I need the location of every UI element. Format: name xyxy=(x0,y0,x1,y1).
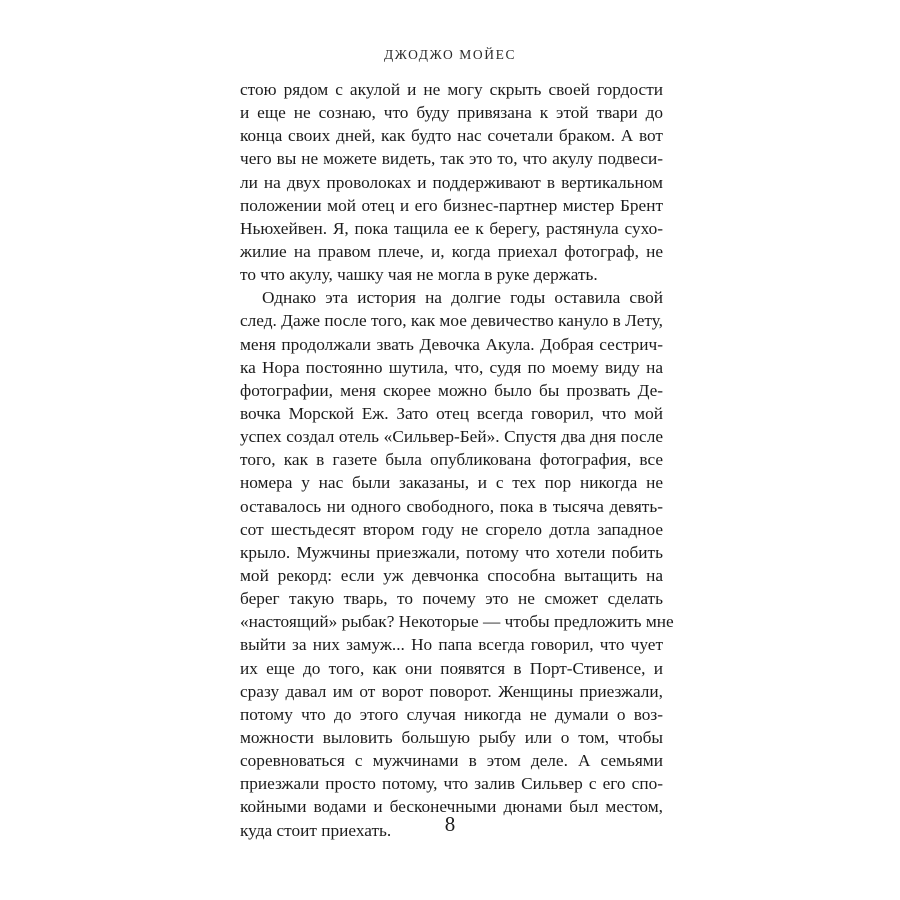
text-line: того, как в газете была опубликована фотография, все xyxy=(240,450,663,470)
text-line: фотографии, меня скорее можно было бы прозвать Де- xyxy=(240,380,663,400)
text-line: жилие на правом плече, и, когда приехал фотограф, не xyxy=(240,241,663,261)
running-head: ДЖОДЖО МОЙЕС xyxy=(383,47,517,62)
text-line: куда стоит приехать. xyxy=(240,820,392,840)
paragraph-2 xyxy=(240,286,674,841)
text-line: и еще не сознаю, что буду привязана к этой твари до xyxy=(240,103,663,123)
text-line: чего вы не можете видеть, так это то, что акулу подвеси- xyxy=(240,149,663,169)
body-text xyxy=(240,78,674,842)
text-line: койными водами и бесконечными дюнами был местом, xyxy=(240,797,663,817)
text-line: ли на двух проволоках и поддерживают в вертикальном xyxy=(240,172,663,192)
text-line: Однако эта история на долгие годы оставила свой xyxy=(262,288,663,308)
text-line: их еще до того, как они появятся в Порт-Стивенсе, и xyxy=(240,658,663,678)
text-line: выйти за них замуж... Но папа всегда говорил, что чует xyxy=(240,635,663,655)
text-line: вочка Морской Еж. Зато отец всегда говорил, что мой xyxy=(240,403,663,423)
text-line: то что акулу, чашку чая не могла в руке держать. xyxy=(240,265,598,285)
text-line: Ньюхейвен. Я, пока тащила ее к берегу, растянула сухо- xyxy=(240,218,663,238)
text-line: соревноваться с мужчинами в этом деле. А семьями xyxy=(240,751,663,771)
text-line: положении мой отец и его бизнес-партнер мистер Брент xyxy=(240,195,663,215)
text-line: стою рядом с акулой и не могу скрыть своей гордости xyxy=(240,80,663,99)
text-line: меня продолжали звать Девочка Акула. Добрая сестрич- xyxy=(240,334,663,354)
text-line: крыло. Мужчины приезжали, потому что хотели побить xyxy=(240,542,663,562)
paragraph-1 xyxy=(240,78,663,286)
text-line: можности выловить большую рыбу или о том, чтобы xyxy=(240,727,663,747)
text-line: мой рекорд: если уж девчонка способна вытащить на xyxy=(240,565,663,585)
text-line: ка Нора постоянно шутила, что, судя по моему виду на xyxy=(240,357,663,377)
text-line: сразу давал им от ворот поворот. Женщины приезжали, xyxy=(240,681,663,701)
text-line: берег такую тварь, то почему это не сможет сделать xyxy=(240,589,663,609)
text-line: успех создал отель «Сильвер-Бей». Спустя два дня после xyxy=(240,427,663,447)
text-line: приезжали просто потому, что залив Сильвер с его спо- xyxy=(240,774,663,794)
text-line: «настоящий» рыбак? Некоторые — чтобы предложить мне xyxy=(240,612,674,632)
page-number: 8 xyxy=(444,812,456,836)
text-line: номера у нас были заказаны, и с тех пор никогда не xyxy=(240,473,663,493)
text-line: сот шестьдесят втором году не сгорело дотла западное xyxy=(240,519,663,539)
text-line: потому что до этого случая никогда не думали о воз- xyxy=(240,704,663,724)
text-line: конца своих дней, как будто нас сочетали браком. А вот xyxy=(240,126,663,146)
text-line: след. Даже после того, как мое девичество кануло в Лету, xyxy=(240,311,663,331)
text-line: оставалось ни одного свободного, пока в тысяча девять- xyxy=(240,496,663,516)
